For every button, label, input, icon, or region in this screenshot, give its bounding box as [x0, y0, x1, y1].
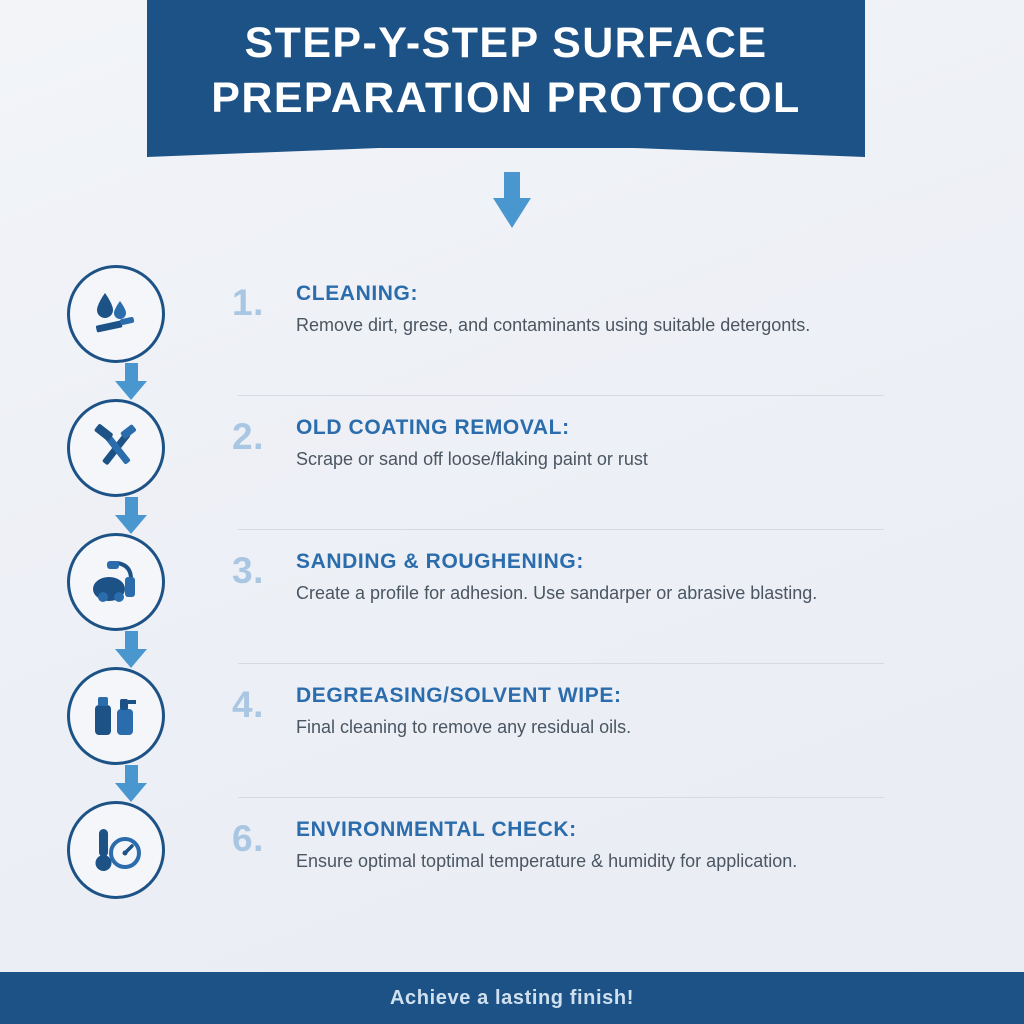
- step-description: Ensure optimal toptimal temperature & humidity for application.: [296, 851, 798, 871]
- list-item[interactable]: [0, 798, 1024, 932]
- step-number: 6.: [232, 818, 264, 859]
- thermometer-gauge-icon: [67, 801, 165, 899]
- step-text: [296, 262, 1024, 338]
- connector-arrow-icon: [115, 497, 149, 533]
- list-item[interactable]: [0, 396, 1024, 530]
- spray-bottle-icon: [67, 667, 165, 765]
- down-arrow-icon: [493, 172, 531, 228]
- steps-list: [0, 262, 1024, 932]
- header-banner: [147, 0, 865, 148]
- step-icon-wrap: [0, 262, 232, 363]
- step-text: [296, 664, 1024, 740]
- step-text: [296, 798, 1024, 874]
- step-title: ENVIRONMENTAL CHECK:: [296, 818, 577, 841]
- step-description: Remove dirt, grese, and contaminants using suitable detergonts.: [296, 315, 811, 335]
- step-title: DEGREASING/SOLVENT WIPE:: [296, 684, 622, 707]
- step-text: [296, 530, 1024, 606]
- hammer-scraper-icon: [67, 399, 165, 497]
- step-number: 4.: [232, 684, 264, 725]
- step-description: Final cleaning to remove any residual oils.: [296, 717, 632, 737]
- step-icon-wrap: [0, 798, 232, 899]
- list-item[interactable]: [0, 262, 1024, 396]
- step-icon-wrap: [0, 396, 232, 497]
- arrow-head: [493, 198, 531, 228]
- arrow-shaft: [504, 172, 520, 200]
- list-item[interactable]: [0, 664, 1024, 798]
- footer-banner: [0, 972, 1024, 1024]
- water-drops-brush-icon: [67, 265, 165, 363]
- step-icon-wrap: [0, 530, 232, 631]
- step-description: Scrape or sand off loose/flaking paint or rust: [296, 449, 648, 469]
- step-number: 1.: [232, 282, 264, 323]
- page-title: STEP-Y-STEP SURFACE PREPARATION PROTOCOL: [211, 19, 801, 123]
- connector-arrow-icon: [115, 363, 149, 399]
- step-text: [296, 396, 1024, 472]
- footer-text: Achieve a lasting finish!: [390, 986, 634, 1009]
- step-title: SANDING & ROUGHENING:: [296, 550, 584, 573]
- step-icon-wrap: [0, 664, 232, 765]
- step-title: OLD COATING REMOVAL:: [296, 416, 570, 439]
- banner-notch: [147, 143, 865, 157]
- list-item[interactable]: [0, 530, 1024, 664]
- step-number: 2.: [232, 416, 264, 457]
- connector-arrow-icon: [115, 631, 149, 667]
- step-number: 3.: [232, 550, 264, 591]
- step-title: CLEANING:: [296, 282, 419, 305]
- step-description: Create a profile for adhesion. Use sandarper or abrasive blasting.: [296, 583, 818, 603]
- vacuum-sander-icon: [67, 533, 165, 631]
- connector-arrow-icon: [115, 765, 149, 801]
